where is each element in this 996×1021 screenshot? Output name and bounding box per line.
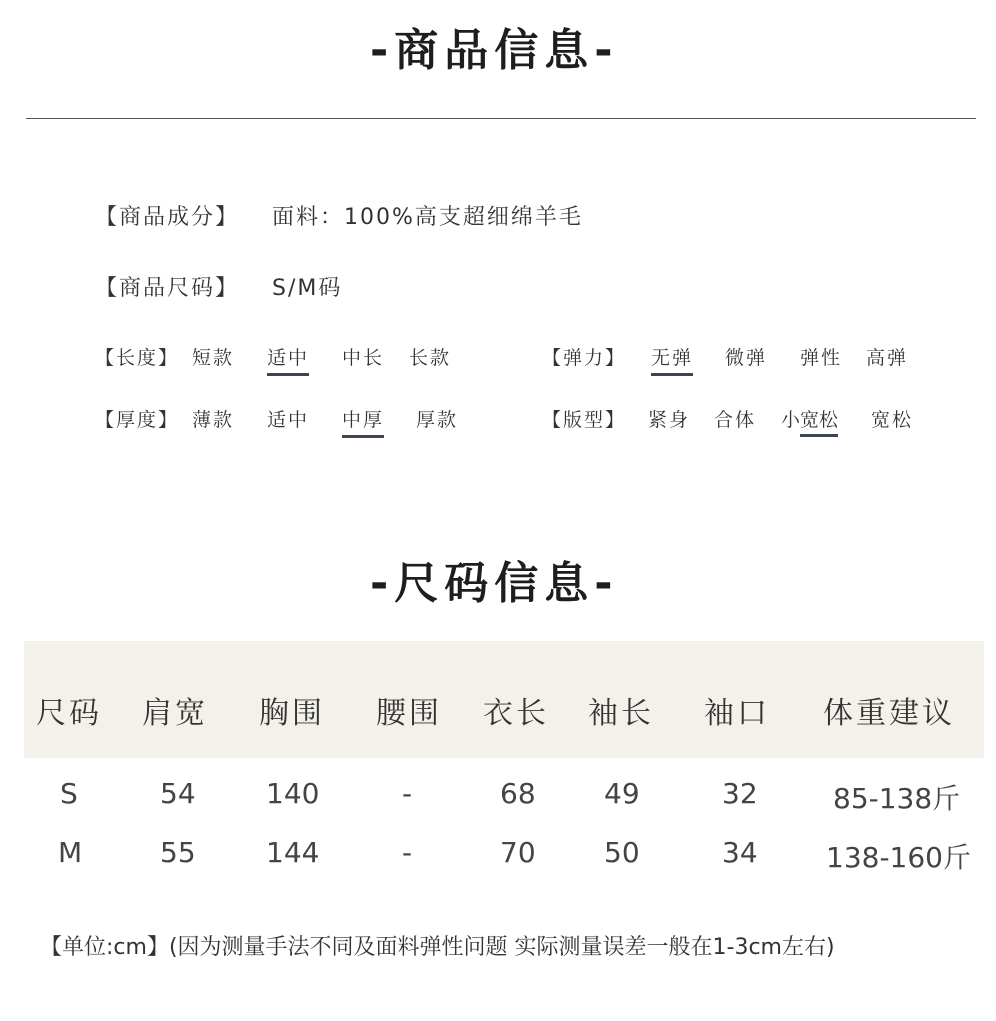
composition-label: 【商品成分】 <box>95 205 240 230</box>
thickness-option-thin: 薄款 <box>192 409 235 431</box>
composition-value: 面料：100%高支超细绵羊毛 <box>272 205 583 230</box>
th-length: 衣长 <box>483 696 549 731</box>
thickness-option-mid-thick-selected: 中厚 <box>342 405 384 438</box>
fit-option-regular: 合体 <box>714 409 757 431</box>
elasticity-option-high: 高弹 <box>866 347 909 369</box>
measurement-note: 【单位:cm】(因为测量手法不同及面料弹性问题 实际测量误差一般在1-3cm左右) <box>40 935 835 960</box>
title-divider <box>26 118 976 119</box>
table-cell: - <box>402 777 413 810</box>
length-option-short: 短款 <box>192 347 235 369</box>
fit-option-relaxed-selected <box>781 405 838 432</box>
table-cell: 68 <box>500 777 536 810</box>
th-size: 尺码 <box>36 696 102 731</box>
length-option-medium-selected: 适中 <box>267 343 309 376</box>
th-waist: 腰围 <box>376 696 442 731</box>
elasticity-option-slight: 微弹 <box>725 347 768 369</box>
fit-option-tight: 紧身 <box>648 409 691 431</box>
table-cell: 85-138斤 <box>833 782 961 815</box>
fit-label: 【版型】 <box>542 409 627 431</box>
thickness-option-medium: 适中 <box>267 409 310 431</box>
table-cell: S <box>60 777 78 810</box>
table-cell: 138-160斤 <box>826 841 971 874</box>
table-cell: 32 <box>722 777 758 810</box>
table-cell: 50 <box>604 836 640 869</box>
size-label: 【商品尺码】 <box>95 276 240 301</box>
table-cell: 34 <box>722 836 758 869</box>
table-cell: 70 <box>500 836 536 869</box>
length-option-mid-long: 中长 <box>342 347 385 369</box>
product-info-title: -商品信息- <box>370 25 619 76</box>
thickness-option-thick: 厚款 <box>416 409 459 431</box>
th-sleeve: 袖长 <box>588 696 654 731</box>
table-cell: 54 <box>160 777 196 810</box>
elasticity-option-none-selected: 无弹 <box>651 343 693 376</box>
size-value: S/M码 <box>272 276 343 301</box>
size-info-title: -尺码信息- <box>370 558 619 609</box>
th-chest: 胸围 <box>259 696 325 731</box>
table-cell: - <box>402 836 413 869</box>
th-cuff: 袖口 <box>704 696 770 731</box>
fit-option-relaxed-prefix: 小 <box>781 409 801 431</box>
thickness-label: 【厚度】 <box>95 409 180 431</box>
table-cell: 49 <box>604 777 640 810</box>
th-shoulder: 肩宽 <box>142 696 208 731</box>
fit-option-loose: 宽松 <box>871 409 914 431</box>
elasticity-option-elastic: 弹性 <box>800 347 843 369</box>
table-cell: M <box>58 836 83 869</box>
table-cell: 55 <box>160 836 196 869</box>
table-cell: 144 <box>266 836 320 869</box>
th-weight: 体重建议 <box>823 696 955 731</box>
table-cell: 140 <box>266 777 320 810</box>
elasticity-label: 【弹力】 <box>542 347 627 369</box>
length-label: 【长度】 <box>95 347 180 369</box>
length-option-long: 长款 <box>409 347 452 369</box>
fit-option-relaxed-underlined: 宽松 <box>800 409 838 437</box>
